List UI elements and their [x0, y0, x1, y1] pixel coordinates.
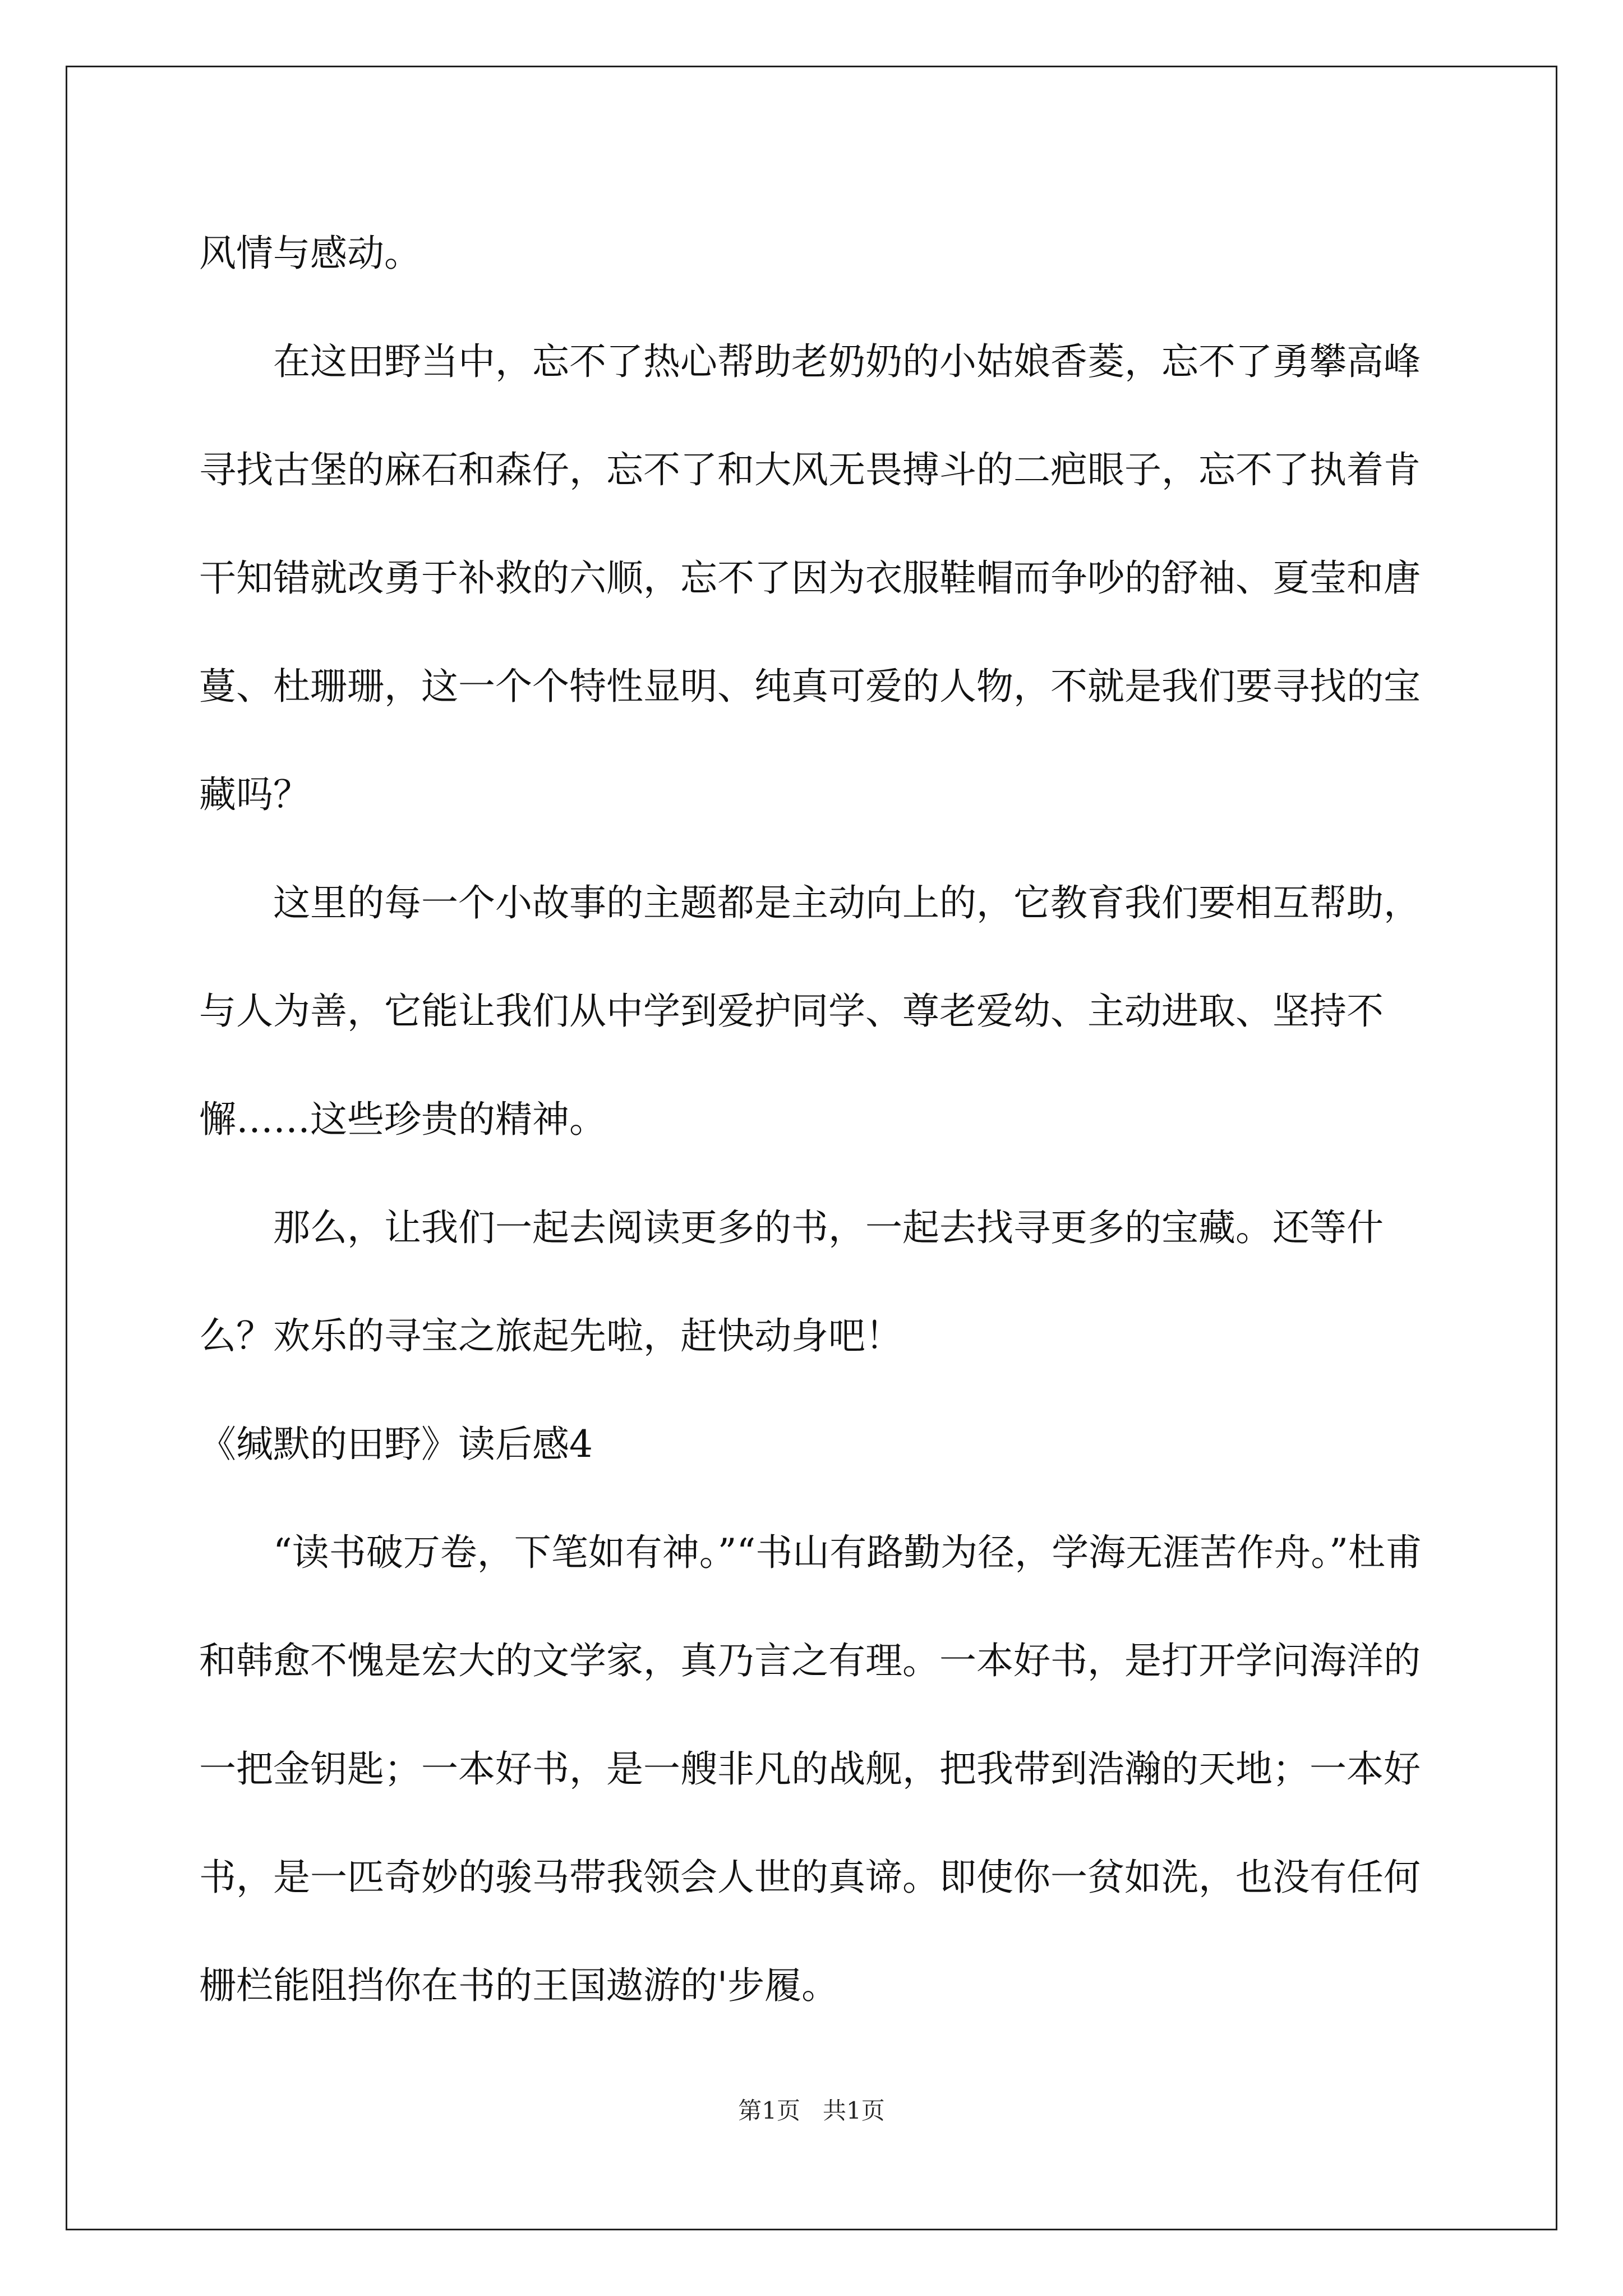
paragraph-2: 在这田野当中，忘不了热心帮助老奶奶的小姑娘香菱，忘不了勇攀高峰寻找古堡的麻石和森仔，忘不了和大风无畏搏斗的二疤眼子，忘不了执着肯干知错就改勇于补救的六顺，忘不了因为衣服鞋帽而争吵的舒袖、夏莹和唐蔓、杜珊珊，这一个个特性显明、纯真可爱的人物，不就是我们要寻找的宝藏吗？ [199, 340, 1421, 816]
paragraph-4: 那么，让我们一起去阅读更多的书，一起去找寻更多的宝藏。还等什么？欢乐的寻宝之旅起先啦，赶快动身吧！ [199, 1206, 1384, 1358]
page-number: 第1页 [738, 2097, 800, 2124]
paragraph-5: “读书破万卷，下笔如有神。”“书山有路勤为径，学海无涯苦作舟。”杜甫和韩愈不愧是宏大的文学家，真乃言之有理。一本好书，是打开学问海洋的一把金钥匙；一本好书，是一艘非凡的战舰，把我带到浩瀚的天地；一本好书，是一匹奇妙的骏马带我领会人世的真谛。即使你一贫如洗，也没有任何栅栏能阻挡你在书的王国遨游的'步履。 [199, 1531, 1422, 2007]
section-heading: 《缄默的田野》读后感4 [199, 1423, 593, 1466]
paragraph-1: 风情与感动。 [199, 232, 421, 275]
document-body [199, 199, 1433, 2040]
paragraph-3: 这里的每一个小故事的主题都是主动向上的，它教育我们要相互帮助，与人为善，它能让我们从中学到爱护同学、尊老爱幼、主动进取、坚持不懈……这些珍贵的精神。 [199, 881, 1421, 1141]
page-total: 共1页 [823, 2097, 885, 2124]
page-footer [0, 2094, 1623, 2128]
